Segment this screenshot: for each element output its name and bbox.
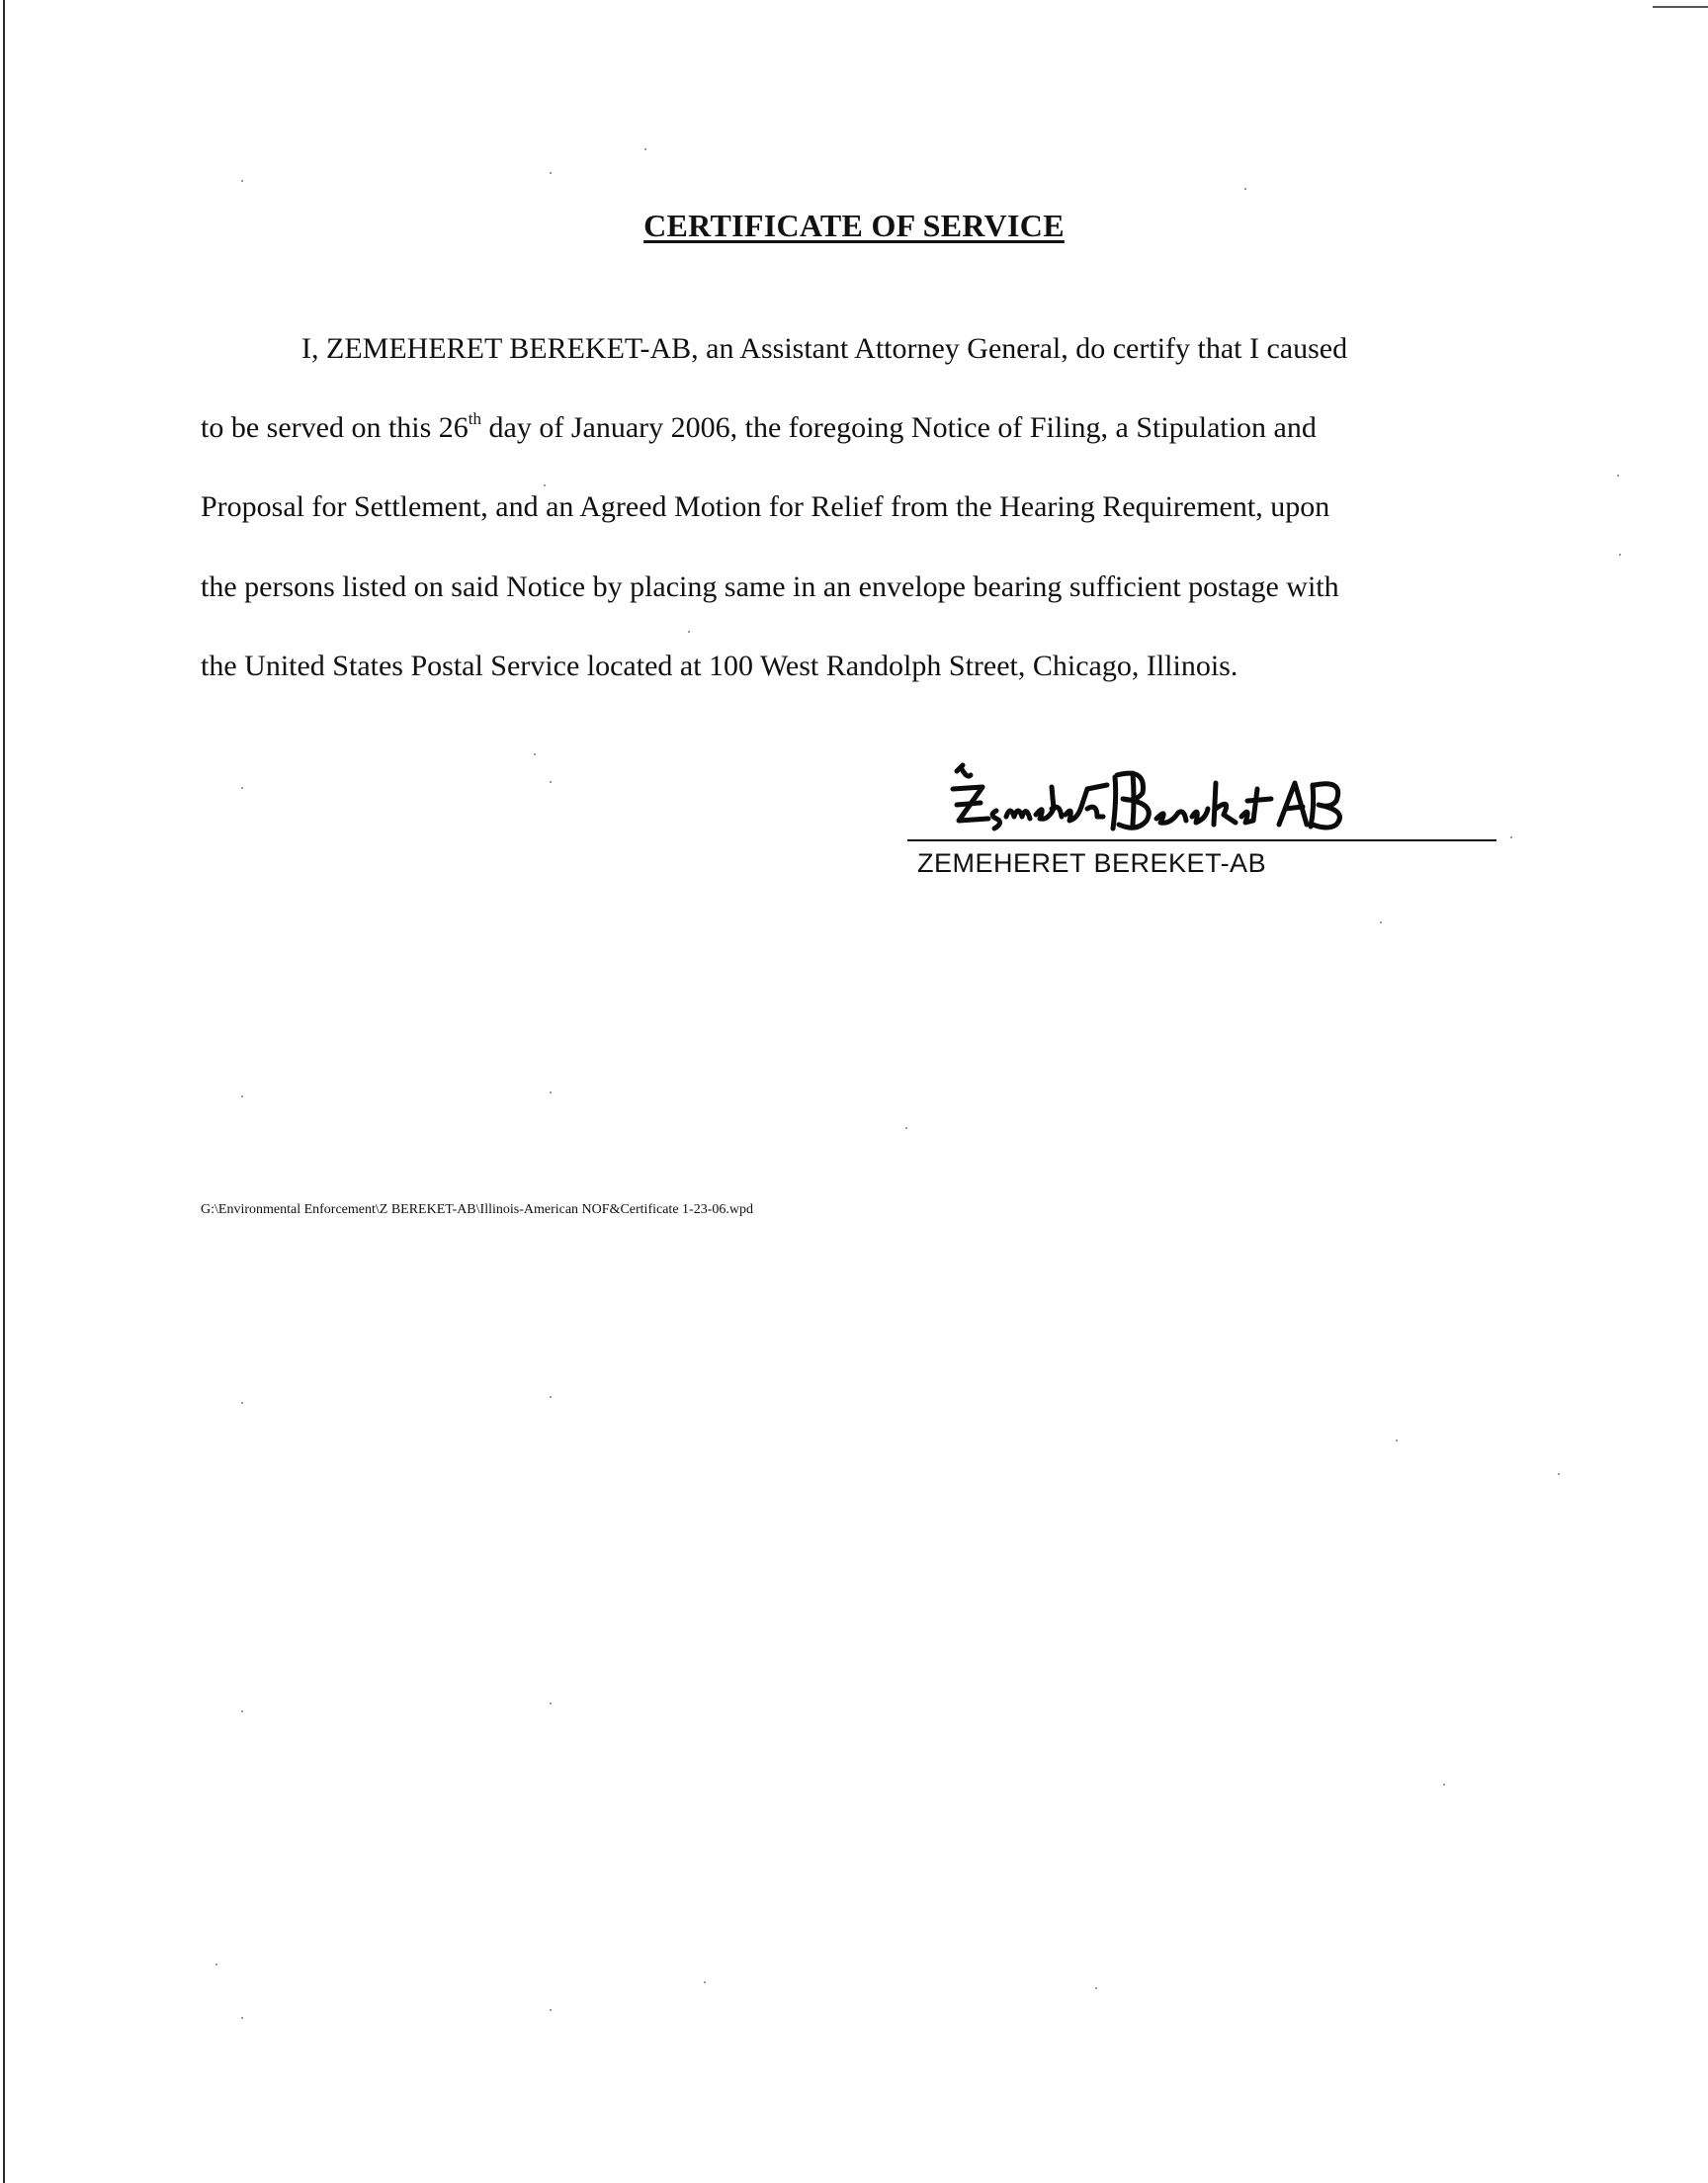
scan-speck <box>1095 1987 1097 1989</box>
scan-edge-mark <box>1653 6 1708 8</box>
ordinal-suffix: th <box>468 409 482 428</box>
scan-speck <box>1244 188 1246 190</box>
scan-speck <box>215 1964 217 1965</box>
scan-speck <box>550 1092 552 1093</box>
line-2-start: to be served on this 26 <box>201 411 469 444</box>
scan-speck <box>241 1710 243 1712</box>
scan-speck <box>1396 1440 1398 1441</box>
scan-speck <box>534 753 536 755</box>
scan-speck <box>1619 554 1621 556</box>
scan-speck <box>688 631 690 633</box>
signer-name: ZEMEHERET BEREKET-AB <box>917 848 1267 878</box>
scan-speck <box>550 1703 552 1704</box>
scan-speck <box>241 787 243 789</box>
scan-speck <box>241 1402 243 1404</box>
scan-speck <box>550 781 552 783</box>
scan-speck <box>704 1981 706 1983</box>
scan-speck <box>550 2009 552 2011</box>
scan-speck <box>1558 1473 1560 1475</box>
scan-speck <box>1380 921 1382 923</box>
scan-speck <box>1443 1784 1445 1786</box>
scan-speck <box>241 180 243 182</box>
scan-speck <box>550 172 552 174</box>
scan-speck <box>550 1396 552 1398</box>
scan-speck <box>241 1095 243 1097</box>
certificate-text-line-4: the persons listed on said Notice by placing same in an envelope bearing sufficient postage with <box>201 570 1339 603</box>
scan-speck <box>544 484 546 486</box>
signature-line <box>907 839 1496 841</box>
scan-speck <box>1510 836 1512 838</box>
scan-speck <box>241 2017 243 2019</box>
scan-speck <box>1617 475 1619 477</box>
scan-speck <box>644 148 646 150</box>
certificate-text-line-1: I, ZEMEHERET BEREKET-AB, an Assistant Attorney General, do certify that I caused <box>301 332 1348 365</box>
scan-speck <box>905 1127 907 1129</box>
certificate-text-line-2 <box>201 410 1317 446</box>
handwritten-signature <box>949 759 1384 840</box>
line-2-end: day of January 2006, the foregoing Notice of Filing, a Stipulation and <box>481 411 1317 444</box>
certificate-text-line-3: Proposal for Settlement, and an Agreed Motion for Relief from the Hearing Requirement, upon <box>201 490 1330 523</box>
document-title: CERTIFICATE OF SERVICE <box>643 208 1065 243</box>
file-path-footer: G:\Environmental Enforcement\Z BEREKET-AB\Illinois-American NOF&Certificate 1-23-06.wpd <box>201 1202 753 1217</box>
scan-page-edge <box>3 0 5 2183</box>
certificate-text-line-5: the United States Postal Service located at 100 West Randolph Street, Chicago, Illinois. <box>201 650 1238 682</box>
